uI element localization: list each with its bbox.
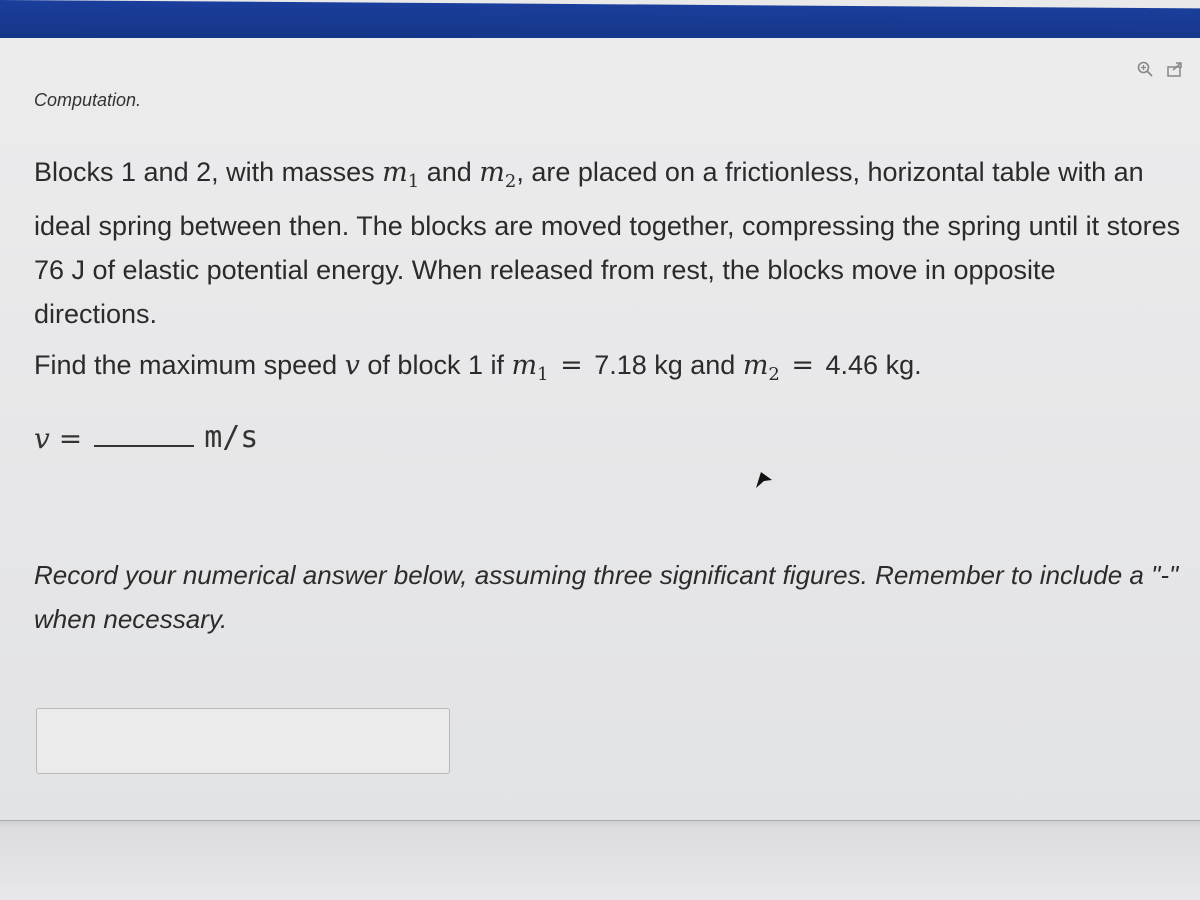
share-icon[interactable]	[1166, 60, 1184, 78]
mass-1-symbol: $m_1$	[382, 157, 420, 192]
mass-2-symbol: $m_2$	[479, 157, 517, 192]
mass-2-symbol: $m_2$	[742, 350, 780, 385]
zoom-icon[interactable]	[1136, 60, 1154, 78]
answer-unit: m/s	[204, 420, 259, 455]
answer-input[interactable]	[36, 708, 450, 774]
section-label: Computation.	[34, 90, 142, 110]
instructions-text: Record your numerical answer below, assuming three significant figures. Remember to include a "-" when necessary.	[34, 560, 1179, 634]
answer-blank	[94, 445, 194, 447]
problem-statement: Blocks 1 and 2, with masses $m_1$ and $m_2$, are placed on a frictionless, horizontal table with an ideal spring between then. The blocks are moved together, compressing the spring until it stores 76 J of elastic potential energy. When released from rest, the blocks move in opposite directions.	[34, 157, 1181, 329]
mouse-cursor-icon	[752, 468, 776, 492]
mass-2-value: 4.46 kg.	[818, 350, 922, 380]
answer-variable: v =	[34, 422, 83, 455]
answer-equation	[34, 420, 258, 455]
find-statement: Find the maximum speed v of block 1 if $m_1 = 7.18$ kg and $m_2 = 4.46$ kg.	[34, 350, 922, 385]
toolbar-icons	[1136, 60, 1184, 78]
speed-symbol: v	[344, 350, 360, 381]
page-bottom-edge	[0, 820, 1200, 900]
mass-1-value: 7.18 kg and	[586, 350, 743, 380]
mass-1-symbol: $m_1$	[511, 350, 549, 385]
